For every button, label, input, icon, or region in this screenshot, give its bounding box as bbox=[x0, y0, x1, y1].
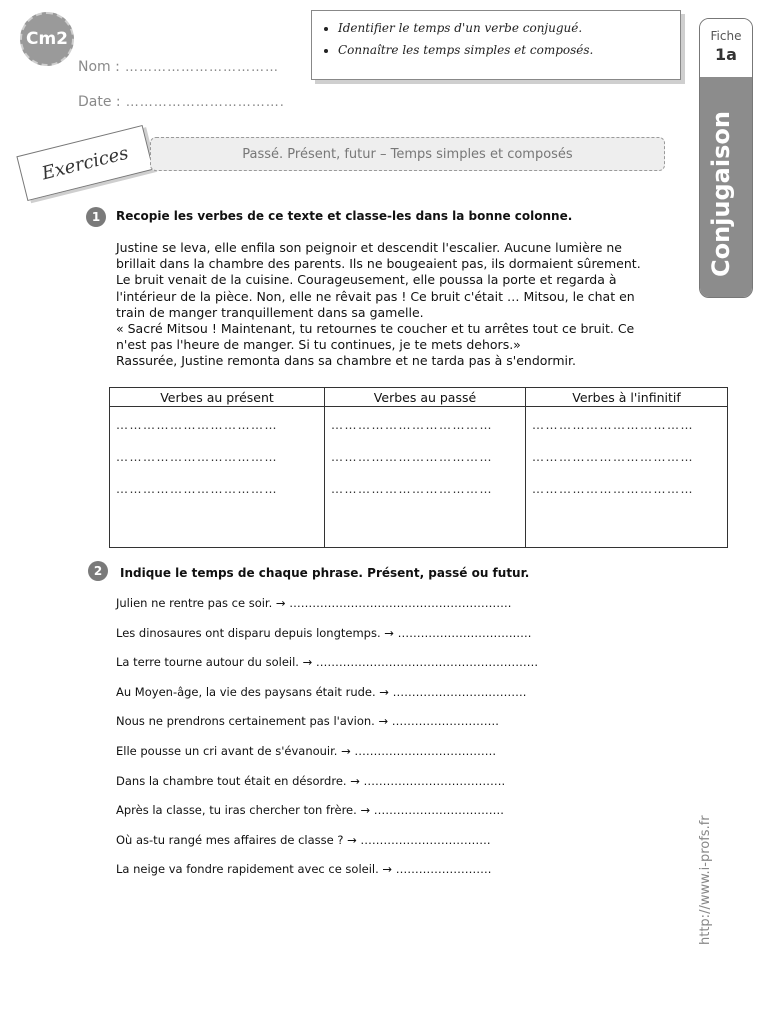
passage-line: Le bruit venait de la cuisine. Courageusement, elle poussa la porte et regarda à bbox=[116, 272, 617, 288]
nom-row bbox=[78, 56, 279, 75]
nom-label: Nom : bbox=[78, 59, 120, 75]
answer-cell-present[interactable] bbox=[110, 407, 325, 548]
exercise-number-1: 1 bbox=[86, 207, 106, 227]
sentence-item[interactable]: Où as-tu rangé mes affaires de classe ? → ……………………………. bbox=[116, 832, 491, 847]
column-header-present: Verbes au présent bbox=[110, 388, 325, 407]
exercise1-passage bbox=[116, 240, 694, 370]
fiche-label: Fiche bbox=[710, 29, 742, 43]
answer-line[interactable]: ……………………………… bbox=[331, 482, 493, 496]
answer-line[interactable]: ……………………………… bbox=[331, 450, 493, 464]
objective-item: • Identifier le temps d'un verbe conjugué. bbox=[338, 17, 670, 39]
exercise2-instruction: Indique le temps de chaque phrase. Présent, passé ou futur. bbox=[120, 566, 530, 580]
date-field[interactable]: ……………………………. bbox=[125, 95, 285, 110]
sentence-item[interactable]: Les dinosaures ont disparu depuis longtemps. → ………………………….…. bbox=[116, 625, 532, 640]
topic-bar: Passé. Présent, futur – Temps simples et composés bbox=[150, 137, 665, 171]
answer-line[interactable]: ……………………………… bbox=[331, 418, 493, 432]
passage-line: train de manger tranquillement dans sa gamelle. bbox=[116, 304, 424, 320]
passage-line: n'est pas l'heure de manger. Si tu continues, je te mets dehors.» bbox=[116, 337, 521, 353]
site-url[interactable]: http://www.i-profs.fr bbox=[698, 815, 713, 945]
table-header-row bbox=[110, 388, 728, 407]
exercise2-sentences bbox=[116, 596, 676, 892]
sentence-item[interactable]: Au Moyen-âge, la vie des paysans était rude. → …………………….………. bbox=[116, 684, 527, 699]
answer-line[interactable]: ……………………………… bbox=[116, 418, 278, 432]
subject-label: Conjugaison bbox=[707, 111, 735, 277]
exercices-tag: Exercices bbox=[16, 125, 153, 201]
objective-item: • Connaître les temps simples et composés. bbox=[338, 39, 670, 61]
passage-line: l'intérieur de la pièce. Non, elle ne rêvait pas ! Ce bruit c'était … Mitsou, le chat en bbox=[116, 288, 635, 304]
sentence-item[interactable]: Après la classe, tu iras chercher ton frère. → ……………………………. bbox=[116, 803, 504, 818]
answer-line[interactable]: ……………………………… bbox=[532, 482, 694, 496]
answer-cell-passe[interactable] bbox=[325, 407, 526, 548]
fiche-header bbox=[700, 19, 752, 77]
nom-field[interactable]: …………………………… bbox=[124, 60, 279, 75]
answer-cell-infinitif[interactable] bbox=[526, 407, 728, 548]
level-badge: Cm2 bbox=[20, 12, 74, 66]
passage-line: « Sacré Mitsou ! Maintenant, tu retournes te coucher et tu arrêtes tout ce bruit. Ce bbox=[116, 321, 635, 337]
objectives-list bbox=[322, 17, 670, 61]
date-label: Date : bbox=[78, 94, 121, 110]
fiche-number: 1a bbox=[715, 45, 737, 64]
fiche-tab bbox=[699, 18, 753, 298]
sentence-item[interactable]: Julien ne rentre pas ce soir. → …………………………………………………. bbox=[116, 596, 512, 610]
answer-line[interactable]: ……………………………… bbox=[116, 482, 278, 496]
exercise-number-2: 2 bbox=[88, 561, 108, 581]
subject-strip bbox=[700, 77, 752, 298]
passage-line: Justine se leva, elle enfila son peignoir et descendit l'escalier. Aucune lumière ne bbox=[116, 240, 622, 255]
column-header-infinitif: Verbes à l'infinitif bbox=[526, 388, 728, 407]
passage-line: brillait dans la chambre des parents. Ils ne bougeaient pas, ils dormaient sûrement. bbox=[116, 256, 641, 272]
verbs-table bbox=[109, 387, 728, 548]
sentence-item[interactable]: La neige va fondre rapidement avec ce soleil. → ……………………. bbox=[116, 862, 492, 877]
answer-line[interactable]: ……………………………… bbox=[532, 418, 694, 432]
sentence-item[interactable]: Elle pousse un cri avant de s'évanouir. → ………………………………. bbox=[116, 743, 497, 758]
answer-line[interactable]: ……………………………… bbox=[116, 450, 278, 464]
exercise1-instruction: Recopie les verbes de ce texte et classe-les dans la bonne colonne. bbox=[116, 209, 573, 223]
sentence-item[interactable]: Dans la chambre tout était en désordre. → ………………………………. bbox=[116, 773, 506, 788]
answer-line[interactable]: ……………………………… bbox=[532, 450, 694, 464]
date-row bbox=[78, 91, 285, 110]
objectives-box bbox=[311, 10, 681, 80]
table-answer-row bbox=[110, 407, 728, 548]
passage-line: Rassurée, Justine remonta dans sa chambre et ne tarda pas à s'endormir. bbox=[116, 353, 576, 369]
sentence-item[interactable]: La terre tourne autour du soleil. → …………………………………………………. bbox=[116, 655, 539, 670]
column-header-passe: Verbes au passé bbox=[325, 388, 526, 407]
sentence-item[interactable]: Nous ne prendrons certainement pas l'avion. → ………………………. bbox=[116, 714, 499, 729]
